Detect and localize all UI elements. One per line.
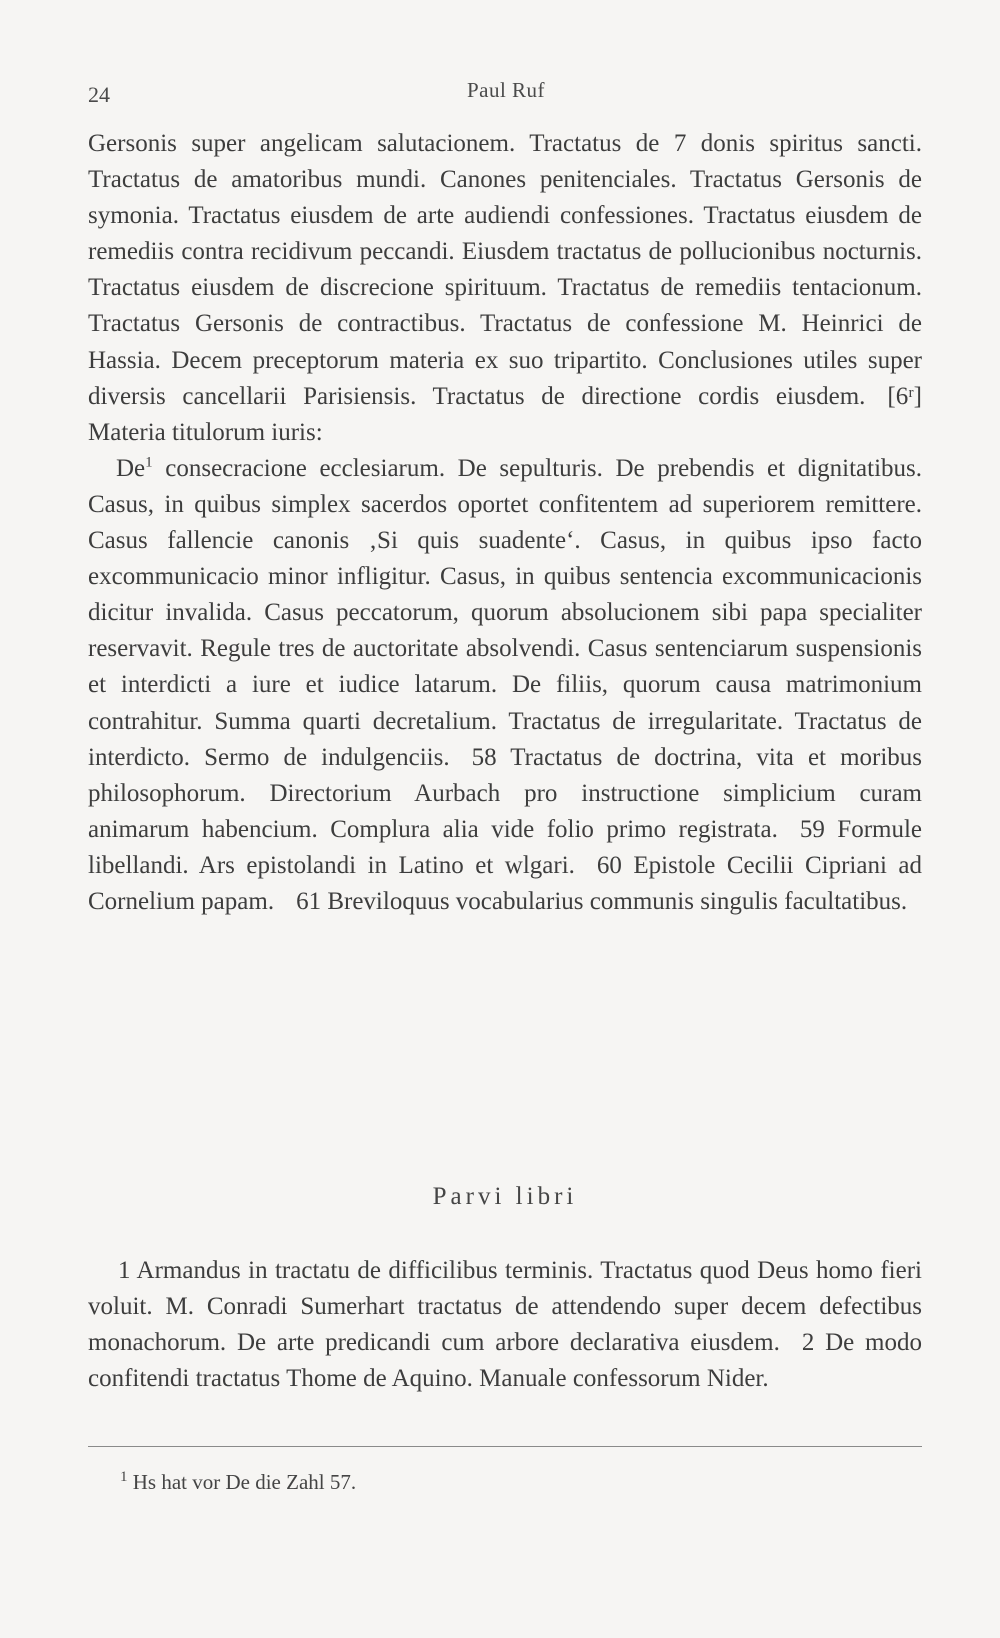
catalog-entry: 2 De modo confitendi tractatus Thome de Aquino. Manuale confessorum Nider. (88, 1329, 922, 1393)
catalog-entry: 61 Breviloquus vocabularius communis singulis facultatibus. (296, 887, 908, 915)
paragraph-text: consecracione ecclesiarum. De sepulturis. De prebendis et dignitatibus. Casus, in quibus simplex sacerdos oportet confitentem ad superiorem remittere. Casus fallencie canonis ‚Si quis suadente‘. Casus, in quibus ipso facto excommunicacio minor infligitur. Casus, in quibus sentencia excommunicacionis dicitur invalida. Casus peccatorum, quorum absolucionem sibi papa specialiter reservavit. Regule tres de auctoritate absolvendi. Casus sentenciarum suspensionis et interdicti a iure et iudice latarum. De filiis, quorum causa matrimonium contrahitur. Summa quarti decretalium. Tractatus de irregularitate. Tractatus de interdicto. Sermo de indulgenciis. (88, 454, 922, 771)
paragraph-text: Materia titulorum iuris: (88, 418, 323, 446)
section-text (88, 1253, 922, 1397)
footnote-reference: 1 (145, 454, 153, 471)
footnote-divider (88, 1446, 922, 1447)
paragraph-text: De (116, 454, 146, 482)
catalog-entry: 58 Tractatus de doctrina, vita et moribus philosophorum. Directorium Aurbach pro instructione simplicium curam animarum habencium. Complura alia vide folio primo registrata. (88, 743, 923, 843)
paragraph (88, 451, 922, 920)
section-heading: Parvi libri (432, 1183, 578, 1210)
page-header (88, 78, 924, 112)
footnote-text: Hs hat vor De die Zahl 57. (132, 1470, 357, 1494)
paragraph (88, 1253, 922, 1397)
catalog-entry: 60 Epistole Cecilii Cipriani ad Cornelium papam. (88, 851, 922, 915)
running-title: Paul Ruf (466, 78, 546, 102)
footnote-marker: 1 (120, 1469, 128, 1485)
main-text (88, 126, 922, 920)
catalog-entry: 1 Armandus in tractatu de difficilibus terminis. Tractatus quod Deus homo fieri voluit. M. Conradi Sumerhart tractatus de attendendo super decem defectibus monachorum. De arte predicandi cum arbore declarativa eiusdem. (88, 1257, 922, 1357)
paragraph (88, 126, 922, 451)
folio-marker: [6ʳ] (887, 382, 922, 410)
page-number: 24 (88, 82, 110, 107)
catalog-entry: 59 Formule libellandi. Ars epistolandi in Latino et wlgari. (88, 815, 923, 879)
footnote (120, 1470, 356, 1495)
paragraph-text: Gersonis super angelicam salutacionem. Tractatus de 7 donis spiritus sancti. Tractatus de amatoribus mundi. Canones penitenciales. Tractatus Gersonis de symonia. Tractatus eiusdem de arte audiendi confessiones. Tractatus eiusdem de remediis contra recidivum peccandi. Eiusdem tractatus de pollucionibus nocturnis. Tractatus eiusdem de discrecione spirituum. Tractatus de remediis tentacionum. Tractatus Gersonis de contractibus. Tractatus de confessione M. Heinrici de Hassia. Decem preceptorum materia ex suo tripartito. Conclusiones utiles super diversis cancellarii Parisiensis. Tractatus de directione cordis eiusdem. (88, 130, 922, 410)
